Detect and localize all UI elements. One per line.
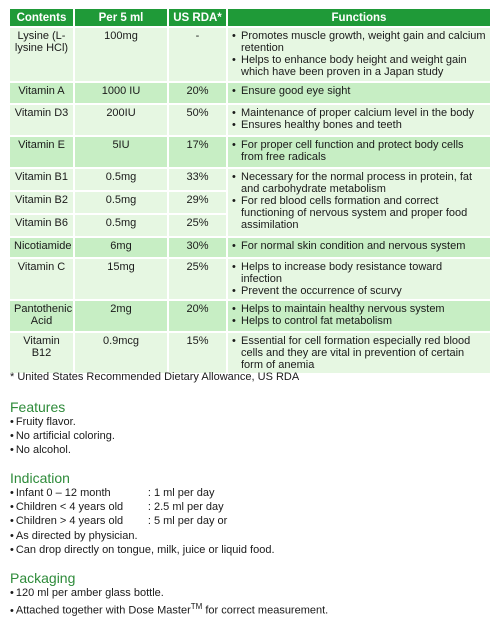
list-item: • No artificial coloring. xyxy=(10,430,115,443)
function-item: • Necessary for the normal process in protein, fat and carbohydrate metabolism xyxy=(232,171,486,195)
rda-cell: 15% xyxy=(169,333,226,373)
function-item: • Ensure good eye sight xyxy=(232,85,486,97)
functions-cell xyxy=(228,105,490,135)
content-cell: Vitamin E xyxy=(10,137,73,167)
amount-cell: 5IU xyxy=(75,137,167,167)
function-item: • Helps to control fat metabolism xyxy=(232,315,486,327)
trademark-superscript: TM xyxy=(190,602,203,612)
function-item: • Promotes muscle growth, weight gain and calcium retention xyxy=(232,30,486,54)
features-title: Features xyxy=(10,399,66,415)
functions-cell xyxy=(228,83,490,103)
content-cell: Vitamin B6 xyxy=(10,215,73,236)
content-cell: Vitamin B1 xyxy=(10,169,73,190)
amount-cell: 6mg xyxy=(75,238,167,257)
content-cell: Nicotiamide xyxy=(10,238,73,257)
amount-cell: 0.9mcg xyxy=(75,333,167,373)
rda-cell: 29% xyxy=(169,192,226,213)
content-cell: Vitamin D3 xyxy=(10,105,73,135)
table-row xyxy=(10,238,490,257)
list-item: • 120 ml per amber glass bottle. xyxy=(10,587,164,599)
amount-cell: 0.5mg xyxy=(75,192,167,213)
table-row xyxy=(10,83,490,103)
packaging-title: Packaging xyxy=(10,570,76,586)
rda-cell: 33% xyxy=(169,169,226,190)
nutrition-table xyxy=(8,7,492,375)
list-item: • Children < 4 years old : 2.5 ml per day xyxy=(10,501,224,514)
function-item: • Ensures healthy bones and teeth xyxy=(232,119,486,131)
content-cell: Vitamin B12 xyxy=(10,333,73,373)
table-header-row xyxy=(10,9,490,26)
functions-cell xyxy=(228,259,490,299)
content-cell: Vitamin C xyxy=(10,259,73,299)
functions-cell xyxy=(228,301,490,331)
packaging-list xyxy=(10,586,328,618)
rda-cell: - xyxy=(169,28,226,81)
content-cell: Vitamin A xyxy=(10,83,73,103)
function-item: • Prevent the occurrence of scurvy xyxy=(232,285,486,297)
amount-cell: 0.5mg xyxy=(75,215,167,236)
table-row xyxy=(10,169,490,190)
function-item: • Helps to enhance body height and weight gain which have been proven in a Japan study xyxy=(232,54,486,78)
function-item: • For red blood cells formation and correct functioning of nervous system and proper food assimilation xyxy=(232,195,486,231)
amount-cell: 200IU xyxy=(75,105,167,135)
list-item: • Infant 0 – 12 month : 1 ml per day xyxy=(10,487,215,499)
indication-title: Indication xyxy=(10,470,70,486)
function-item: • Essential for cell formation especially red blood cells and they are vital in prevention of certain form of anemia xyxy=(232,335,486,371)
rda-cell: 17% xyxy=(169,137,226,167)
rda-cell: 25% xyxy=(169,259,226,299)
features-list xyxy=(10,415,115,458)
functions-cell-b-group xyxy=(228,169,490,236)
content-cell: Vitamin B2 xyxy=(10,192,73,213)
rda-footnote: * United States Recommended Dietary Allowance, US RDA xyxy=(10,371,300,383)
table-row xyxy=(10,137,490,167)
list-item: • Can drop directly on tongue, milk, juice or liquid food. xyxy=(10,543,275,556)
table-row xyxy=(10,105,490,135)
function-item: • For proper cell function and protect body cells from free radicals xyxy=(232,139,486,163)
table-row xyxy=(10,301,490,331)
table-row xyxy=(10,28,490,81)
functions-cell xyxy=(228,137,490,167)
amount-cell: 0.5mg xyxy=(75,169,167,190)
rda-cell: 50% xyxy=(169,105,226,135)
list-item: • No alcohol. xyxy=(10,444,71,457)
functions-cell xyxy=(228,333,490,373)
function-item: • For normal skin condition and nervous system xyxy=(232,240,486,252)
function-item: • Helps to maintain healthy nervous system xyxy=(232,303,486,315)
indication-list xyxy=(10,486,275,557)
header-per-5ml: Per 5 ml xyxy=(75,9,167,26)
table-row xyxy=(10,333,490,373)
amount-cell: 1000 IU xyxy=(75,83,167,103)
rda-cell: 20% xyxy=(169,301,226,331)
rda-cell: 25% xyxy=(169,215,226,236)
list-item: • Children > 4 years old : 5 ml per day or xyxy=(10,515,228,528)
rda-cell: 20% xyxy=(169,83,226,103)
function-item: • Maintenance of proper calcium level in the body xyxy=(232,107,486,119)
amount-cell: 15mg xyxy=(75,259,167,299)
functions-cell xyxy=(228,28,490,81)
header-functions: Functions xyxy=(228,9,490,26)
amount-cell: 2mg xyxy=(75,301,167,331)
content-cell: Lysine (L-lysine HCl) xyxy=(10,28,73,81)
functions-cell xyxy=(228,238,490,257)
header-contents: Contents xyxy=(10,9,73,26)
content-cell: Pantothenic Acid xyxy=(10,301,73,331)
function-item: • Helps to increase body resistance toward infection xyxy=(232,261,486,285)
list-item: • As directed by physician. xyxy=(10,529,138,542)
table-row xyxy=(10,259,490,299)
rda-cell: 30% xyxy=(169,238,226,257)
list-item: • Attached together with Dose Master™ for correct measurement. xyxy=(10,602,329,617)
list-item: • Fruity flavor. xyxy=(10,416,76,428)
amount-cell: 100mg xyxy=(75,28,167,81)
header-us-rda: US RDA* xyxy=(169,9,226,26)
